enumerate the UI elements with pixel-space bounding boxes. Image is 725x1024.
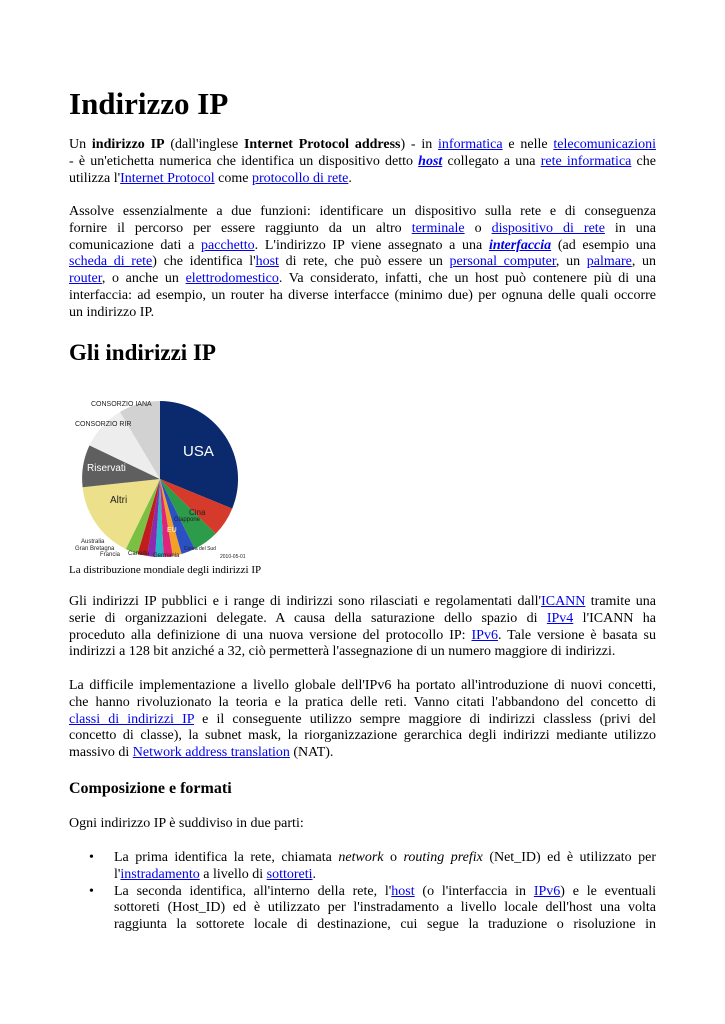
text-line: sottoreti (Host_ID) ed è utilizzato per l'instradamento a livello locale dell'host una volta [114, 900, 656, 916]
link-telecomunicazioni[interactable]: telecomunicazioni [553, 137, 656, 152]
parts-list [69, 850, 656, 934]
link-personal-computer[interactable]: personal computer [449, 254, 556, 270]
bullet-icon: • [89, 850, 94, 865]
pie-chart-image [73, 392, 258, 560]
text-line: interfaccia: ad esempio, un router ha diverse interfacce (minimo due) per ognuna delle quali occorre [69, 287, 656, 303]
text-line: - è un'etichetta numerica che identifica un dispositivo detto host collegato a una rete informatica che [69, 153, 656, 169]
intro-paragraph [69, 137, 656, 187]
link-host-3[interactable]: host [391, 883, 415, 899]
bullet-icon: • [89, 883, 94, 899]
label-francia: Francia [100, 552, 121, 558]
link-interfaccia[interactable]: interfaccia [488, 237, 552, 253]
link-informatica[interactable]: informatica [438, 137, 503, 152]
text-line: che hanno rivoluzionato la teoria e la pratica delle reti. Vanno citati l'abbandono del concetto di [69, 694, 656, 710]
text-line: La prima identifica la rete, chiamata network o routing prefix (Net_ID) ed è utilizzato per [114, 850, 657, 865]
text-line: Assolve essenzialmente a due funzioni: identificare un dispositivo sulla rete e di conseguenza [69, 204, 656, 219]
label-australia: Australia [81, 539, 105, 545]
text-line: router, o anche un elettrodomestico. Va considerato, infatti, che un host può contenere più di una [69, 271, 656, 287]
chart-date: 2010-05-01 [220, 554, 246, 560]
label-giappone: Giappone [174, 517, 201, 523]
link-pacchetto[interactable]: pacchetto [201, 237, 255, 253]
label-germania: Germania [153, 553, 180, 559]
text-line: scheda di rete) che identifica l'host di rete, che può essere un personal computer, un palmare, un [69, 254, 656, 270]
link-ipv6-2[interactable]: IPv6 [533, 883, 561, 899]
text-line: serie di organizzazioni delegate. A causa della saturazione dello spazio di IPv4 l'ICANN ha [69, 610, 656, 626]
link-instradamento[interactable]: instradamento [120, 866, 200, 882]
list-item [69, 850, 656, 884]
text-line: La seconda identifica, all'interno della rete, l'host (o l'interfaccia in IPv6) e le eventuali [114, 883, 656, 899]
text-line: concetto di classe), la subnet mask, la riorganizzazione gerarchica degli indirizzi mediante utilizzo [69, 728, 656, 744]
ipv6-paragraph [69, 678, 656, 762]
label-gb: Gran Bretagna [75, 546, 115, 552]
text-line: un indirizzo IP. [69, 304, 155, 320]
label-corea: Corea del Sud [184, 546, 216, 552]
ip-distribution-figure [73, 392, 258, 560]
figure-caption: La distribuzione mondiale degli indirizzi IP [69, 564, 262, 576]
text-line: comunicazione dati a pacchetto. L'indirizzo IP viene assegnato a una interfaccia (ad esempio una [69, 237, 656, 253]
text-line: fornire il percorso per essere raggiunto da un altro terminale o dispositivo di rete in una [69, 220, 657, 236]
link-host[interactable]: host [418, 153, 443, 169]
label-eu: EU [167, 527, 177, 534]
page-title: Indirizzo IP [69, 86, 229, 121]
link-ipv4[interactable]: IPv4 [546, 610, 574, 626]
link-rete-informatica[interactable]: rete informatica [540, 153, 632, 169]
text-line: l'instradamento a livello di sottoreti. [114, 866, 317, 882]
text-line: classi di indirizzi IP e il conseguente utilizzo sempre maggiore di indirizzi classless (privi del [69, 711, 656, 727]
link-palmare[interactable]: palmare [586, 254, 632, 270]
label-iana: CONSORZIO IANA [91, 401, 152, 408]
label-riservati: Riservati [87, 463, 126, 474]
text-line: La difficile implementazione a livello globale dell'IPv6 ha portato all'introduzione di nuovi concetti, [69, 678, 656, 693]
link-terminale[interactable]: terminale [411, 220, 465, 236]
text-line: Gli indirizzi IP pubblici e i range di indirizzi sono rilasciati e regolamentati dall'ICANN tramite una [69, 594, 656, 609]
text-line: Ogni indirizzo IP è suddiviso in due parti: [69, 816, 304, 831]
label-canada: Canada [128, 551, 150, 557]
label-usa: USA [183, 443, 214, 460]
link-classi-di-indirizzi-ip[interactable]: classi di indirizzi IP [69, 711, 194, 727]
label-altri: Altri [110, 495, 128, 506]
text-line: indirizzi a 128 bit anziché a 32, ciò permetterà l'assegnazione di un numero maggiore di indirizzi. [69, 644, 616, 660]
link-protocollo-di-rete[interactable]: protocollo di rete [251, 170, 349, 186]
functions-paragraph [69, 204, 656, 322]
link-router[interactable]: router [69, 271, 102, 287]
link-scheda-di-rete[interactable]: scheda di rete [69, 254, 153, 270]
icann-paragraph [69, 594, 656, 661]
subsection-heading: Composizione e formati [69, 780, 232, 797]
link-elettrodomestico[interactable]: elettrodomestico [185, 271, 279, 287]
link-host-2[interactable]: host [255, 254, 279, 270]
link-dispositivo-di-rete[interactable]: dispositivo di rete [491, 220, 605, 236]
text-line: raggiunta la sottorete locale di destinazione, cui segue la traduzione o risoluzione in [114, 917, 656, 933]
list-item [69, 884, 656, 934]
text-line: massivo di Network address translation (NAT). [69, 745, 334, 761]
text-line: proceduto alla definizione di una nuova versione del protocollo IP: IPv6. Tale versione è basata su [69, 627, 656, 643]
link-ipv6[interactable]: IPv6 [471, 627, 498, 643]
link-nat[interactable]: Network address translation [132, 745, 290, 761]
section-heading: Gli indirizzi IP [69, 340, 216, 365]
text-line: utilizza l'Internet Protocol come protocollo di rete. [69, 170, 352, 186]
parts-intro [69, 816, 656, 833]
label-cina: Cina [189, 508, 206, 517]
link-sottoreti[interactable]: sottoreti [266, 866, 313, 882]
link-icann[interactable]: ICANN [541, 594, 586, 609]
label-rir: CONSORZIO RIR [75, 421, 132, 428]
link-internet-protocol[interactable]: Internet Protocol [120, 170, 215, 186]
text-line: Un indirizzo IP (dall'inglese Internet Protocol address) - in informatica e nelle telecomunicazioni [69, 137, 656, 152]
